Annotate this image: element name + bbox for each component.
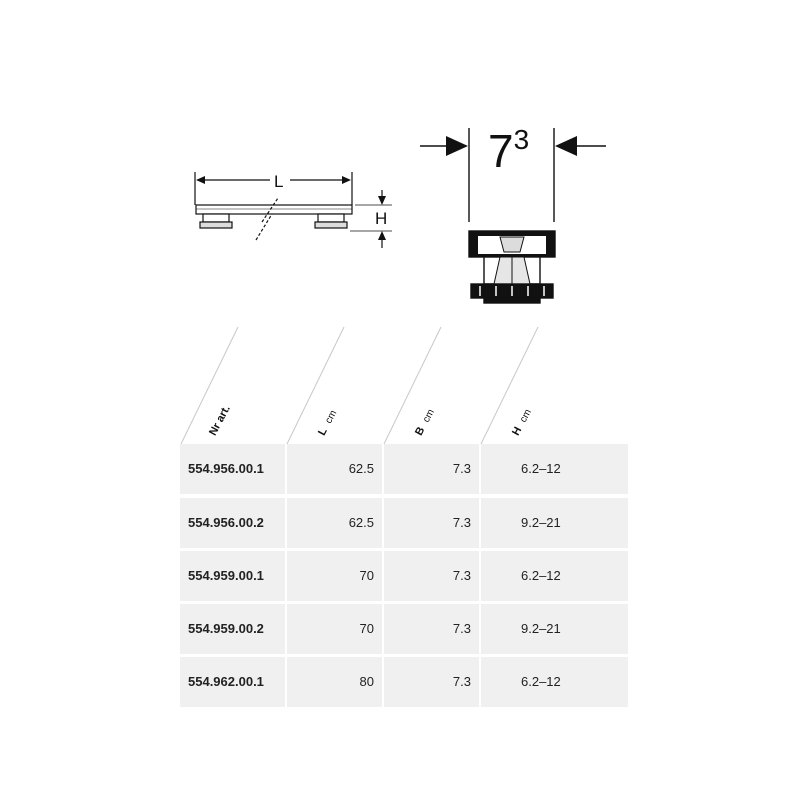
article-number: 554.956.00.1 [188,461,264,476]
height-value: 9.2–21 [521,515,561,530]
width-value: 7.3 [452,461,471,476]
table-row [180,444,628,494]
width-value: 7.3 [452,621,471,636]
col-header-b: Bcm [413,407,437,438]
col-header-l: Lcm [316,408,340,438]
height-value: 6.2–12 [521,568,561,583]
table-header [180,325,630,445]
article-number: 554.956.00.2 [188,515,264,530]
length-value: 70 [359,568,374,583]
width-value: 7.3 [452,568,471,583]
article-number: 554.962.00.1 [188,674,264,689]
width-value: 7.3 [452,674,471,689]
height-value: 6.2–12 [521,461,561,476]
frame-length-label: L [274,172,284,191]
length-value: 70 [359,621,374,636]
article-number: 554.959.00.2 [188,621,264,636]
table-row [180,551,628,601]
frame-height-label: H [375,209,388,228]
length-value: 62.5 [348,515,374,530]
length-value: 62.5 [348,461,374,476]
height-value: 9.2–21 [521,621,561,636]
height-value: 6.2–12 [521,674,561,689]
foot-width-label: $7^3$ [488,124,530,177]
length-value: 80 [359,674,374,689]
col-header-article: Nr art. [207,403,233,438]
table-row [180,657,628,707]
table-row [180,604,628,654]
article-table [180,444,628,710]
width-value: 7.3 [452,515,471,530]
article-number: 554.959.00.1 [188,568,264,583]
table-row [180,498,628,548]
col-header-h: Hcm [510,407,534,438]
